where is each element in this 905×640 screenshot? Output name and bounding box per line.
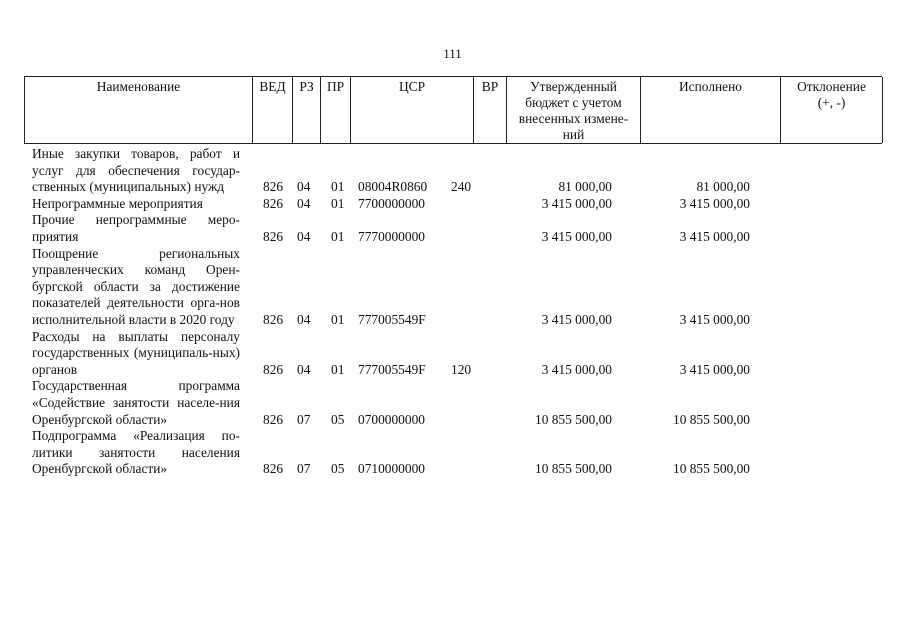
header-ved: ВЕД xyxy=(253,77,293,143)
header-deviation xyxy=(781,77,883,143)
row-ved: 826 xyxy=(263,411,284,427)
row-name: Подпрограмма «Реализация по-литики занятости населения Оренбургской области» xyxy=(32,428,240,477)
row-pr: 01 xyxy=(331,311,345,327)
row-budget: 81 000,00 xyxy=(558,179,612,195)
row-ved: 826 xyxy=(263,311,284,327)
row-rz: 04 xyxy=(297,179,311,195)
row-name: Поощрение региональных управленческих команд Орен-бургской области за достижение показателей деятельности орга-нов исполнительной власти в 2020 году xyxy=(32,245,240,327)
row-rz: 04 xyxy=(297,195,311,211)
header-executed: Исполнено xyxy=(641,77,781,143)
row-csr: 777005549F xyxy=(358,361,426,377)
row-ved: 826 xyxy=(263,195,284,211)
row-done: 81 000,00 xyxy=(696,179,750,195)
row-csr: 08004R0860 xyxy=(358,179,428,195)
table-row xyxy=(32,378,882,428)
row-pr: 01 xyxy=(331,361,345,377)
header-deviation-line-1: Отклонение xyxy=(797,79,866,94)
header-name: Наименование xyxy=(25,77,253,143)
row-budget: 3 415 000,00 xyxy=(541,228,612,244)
header-budget-line-1: Утвержденный xyxy=(530,79,617,94)
header-vr: ВР xyxy=(474,77,507,143)
header-pr: ПР xyxy=(321,77,351,143)
row-csr: 7700000000 xyxy=(358,195,425,211)
header-deviation-line-2: (+, -) xyxy=(817,95,846,110)
row-csr: 0700000000 xyxy=(358,411,425,427)
row-budget: 10 855 500,00 xyxy=(535,461,612,477)
row-rz: 07 xyxy=(297,461,311,477)
row-name: Государственная программа «Содействие занятости населе-ния Оренбургской области» xyxy=(32,378,240,427)
row-ved: 826 xyxy=(263,228,284,244)
row-name: Иные закупки товаров, работ и услуг для обеспечения государ-ственных (муниципальных) нужд xyxy=(32,146,240,195)
table-row xyxy=(32,196,882,213)
row-budget: 3 415 000,00 xyxy=(541,361,612,377)
row-pr: 05 xyxy=(331,461,345,477)
page-number: 111 xyxy=(443,46,462,61)
table-body xyxy=(32,146,882,478)
row-csr: 0710000000 xyxy=(358,461,425,477)
row-pr: 05 xyxy=(331,411,345,427)
row-done: 3 415 000,00 xyxy=(679,311,750,327)
row-vr: 240 xyxy=(451,179,472,195)
header-rz: РЗ xyxy=(293,77,321,143)
table-row xyxy=(32,146,882,196)
row-ved: 826 xyxy=(263,179,284,195)
row-budget: 3 415 000,00 xyxy=(541,311,612,327)
row-name: Прочие непрограммные меро-приятия xyxy=(32,212,240,244)
table-row xyxy=(32,329,882,379)
row-done: 10 855 500,00 xyxy=(673,411,750,427)
row-ved: 826 xyxy=(263,461,284,477)
header-budget-line-3: внесенных измене- xyxy=(518,111,629,126)
table-row xyxy=(32,212,882,245)
row-pr: 01 xyxy=(331,195,345,211)
row-csr: 7770000000 xyxy=(358,228,425,244)
table-row xyxy=(32,428,882,478)
row-name: Расходы на выплаты персоналу государственных (муниципаль-ных) органов xyxy=(32,328,240,377)
row-budget: 10 855 500,00 xyxy=(535,411,612,427)
row-ved: 826 xyxy=(263,361,284,377)
table-row xyxy=(32,246,882,329)
row-budget: 3 415 000,00 xyxy=(541,195,612,211)
row-pr: 01 xyxy=(331,228,345,244)
row-done: 10 855 500,00 xyxy=(673,461,750,477)
row-csr: 777005549F xyxy=(358,311,426,327)
row-done: 3 415 000,00 xyxy=(679,195,750,211)
header-csr: ЦСР xyxy=(351,77,474,143)
row-rz: 04 xyxy=(297,311,311,327)
row-name: Непрограммные мероприятия xyxy=(32,195,203,211)
row-rz: 04 xyxy=(297,361,311,377)
header-budget-line-4: ний xyxy=(562,127,585,142)
row-vr: 120 xyxy=(451,361,472,377)
header-approved-budget xyxy=(507,77,641,143)
row-rz: 04 xyxy=(297,228,311,244)
header-budget-line-2: бюджет с учетом xyxy=(525,95,622,110)
row-rz: 07 xyxy=(297,411,311,427)
table-header xyxy=(24,76,882,144)
row-done: 3 415 000,00 xyxy=(679,228,750,244)
row-pr: 01 xyxy=(331,179,345,195)
row-done: 3 415 000,00 xyxy=(679,361,750,377)
